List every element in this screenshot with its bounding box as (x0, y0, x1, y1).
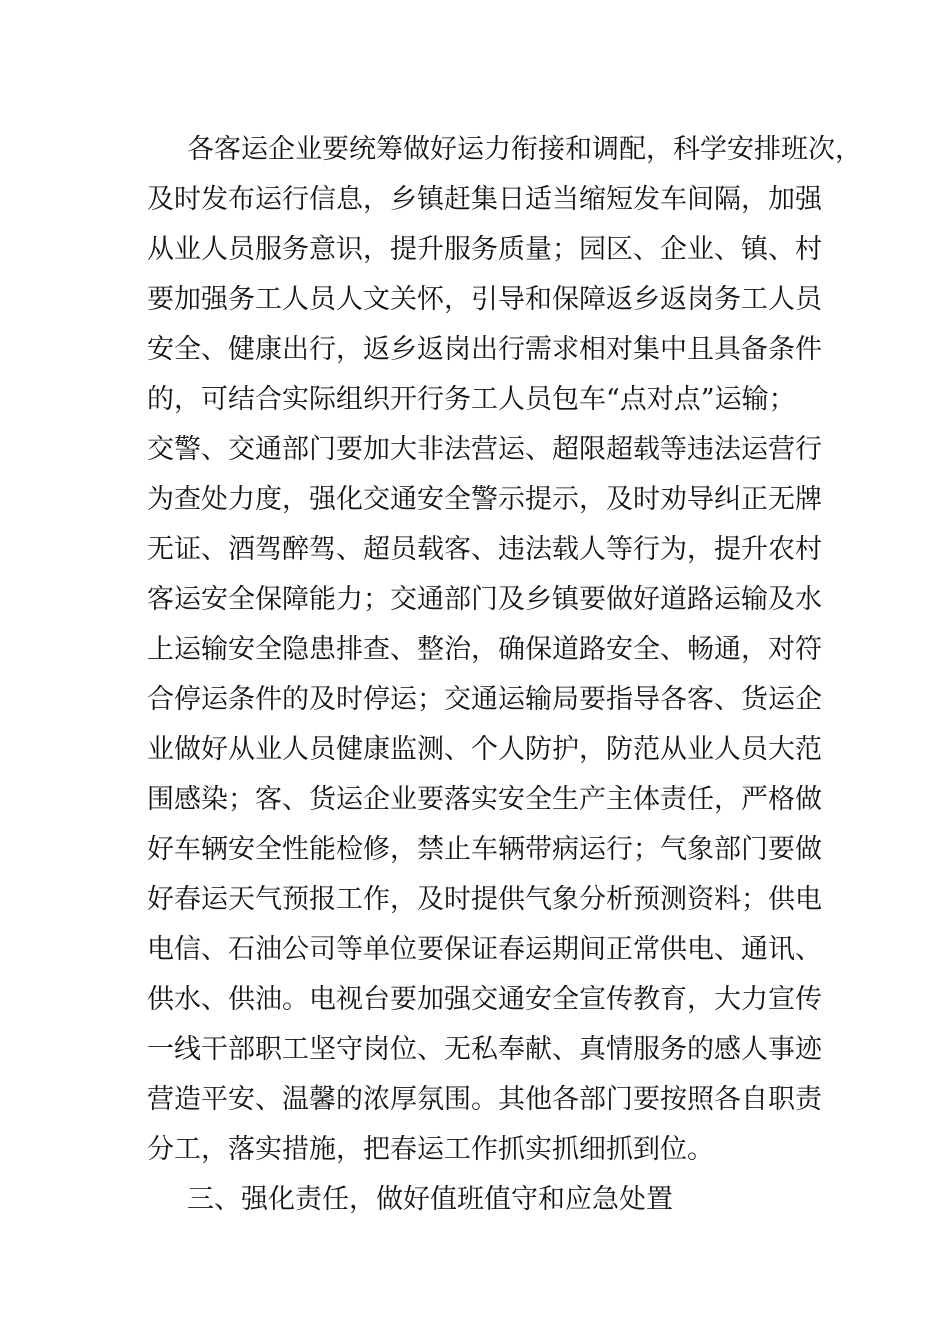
paragraph-line: 合停运条件的及时停运；交通运输局要指导各客、货运企 (147, 684, 822, 715)
paragraph-line: 从业人员服务意识，提升服务质量；园区、企业、镇、村 (147, 234, 822, 265)
paragraph-line: 要加强务工人员人文关怀，引导和保障返乡返岗务工人员 (147, 284, 822, 315)
paragraph-line: 一线干部职工坚守岗位、无私奉献、真情服务的感人事迹 (147, 1034, 822, 1065)
paragraph-line: 电信、石油公司等单位要保证春运期间正常供电、通讯、 (147, 934, 822, 965)
paragraph-line: 供水、供油。电视台要加强交通安全宣传教育，大力宣传 (147, 984, 822, 1015)
paragraph-line: 分工，落实措施，把春运工作抓实抓细抓到位。 (147, 1134, 714, 1165)
paragraph-line: 及时发布运行信息，乡镇赶集日适当缩短发车间隔，加强 (147, 184, 822, 215)
paragraph-line: 为查处力度，强化交通安全警示提示，及时劝导纠正无牌 (147, 484, 822, 515)
paragraph-line: 交警、交通部门要加大非法营运、超限超载等违法运营行 (147, 434, 822, 465)
paragraph-line: 好春运天气预报工作，及时提供气象分析预测资料；供电 (147, 884, 822, 915)
paragraph-line: 的，可结合实际组织开行务工人员包车“点对点”运输； (147, 384, 796, 415)
paragraph-line: 好车辆安全性能检修，禁止车辆带病运行；气象部门要做 (147, 834, 822, 865)
paragraph-line: 上运输安全隐患排查、整治，确保道路安全、畅通，对符 (147, 634, 822, 665)
paragraph-line: 营造平安、温馨的浓厚氛围。其他各部门要按照各自职责 (147, 1084, 822, 1115)
paragraph-line: 围感染；客、货运企业要落实安全生产主体责任，严格做 (147, 784, 822, 815)
paragraph-line: 安全、健康出行，返乡返岗出行需求相对集中且具备条件 (147, 334, 822, 365)
paragraph-line: 无证、酒驾醉驾、超员载客、违法载人等行为，提升农村 (147, 534, 822, 565)
paragraph-line: 客运安全保障能力；交通部门及乡镇要做好道路运输及水 (147, 584, 822, 615)
section-heading: 三、强化责任，做好值班值守和应急处置 (187, 1184, 673, 1215)
document-body (147, 125, 862, 1225)
paragraph-line: 各客运企业要统筹做好运力衔接和调配，科学安排班次， (187, 134, 862, 165)
paragraph-line: 业做好从业人员健康监测、个人防护，防范从业人员大范 (147, 734, 822, 765)
